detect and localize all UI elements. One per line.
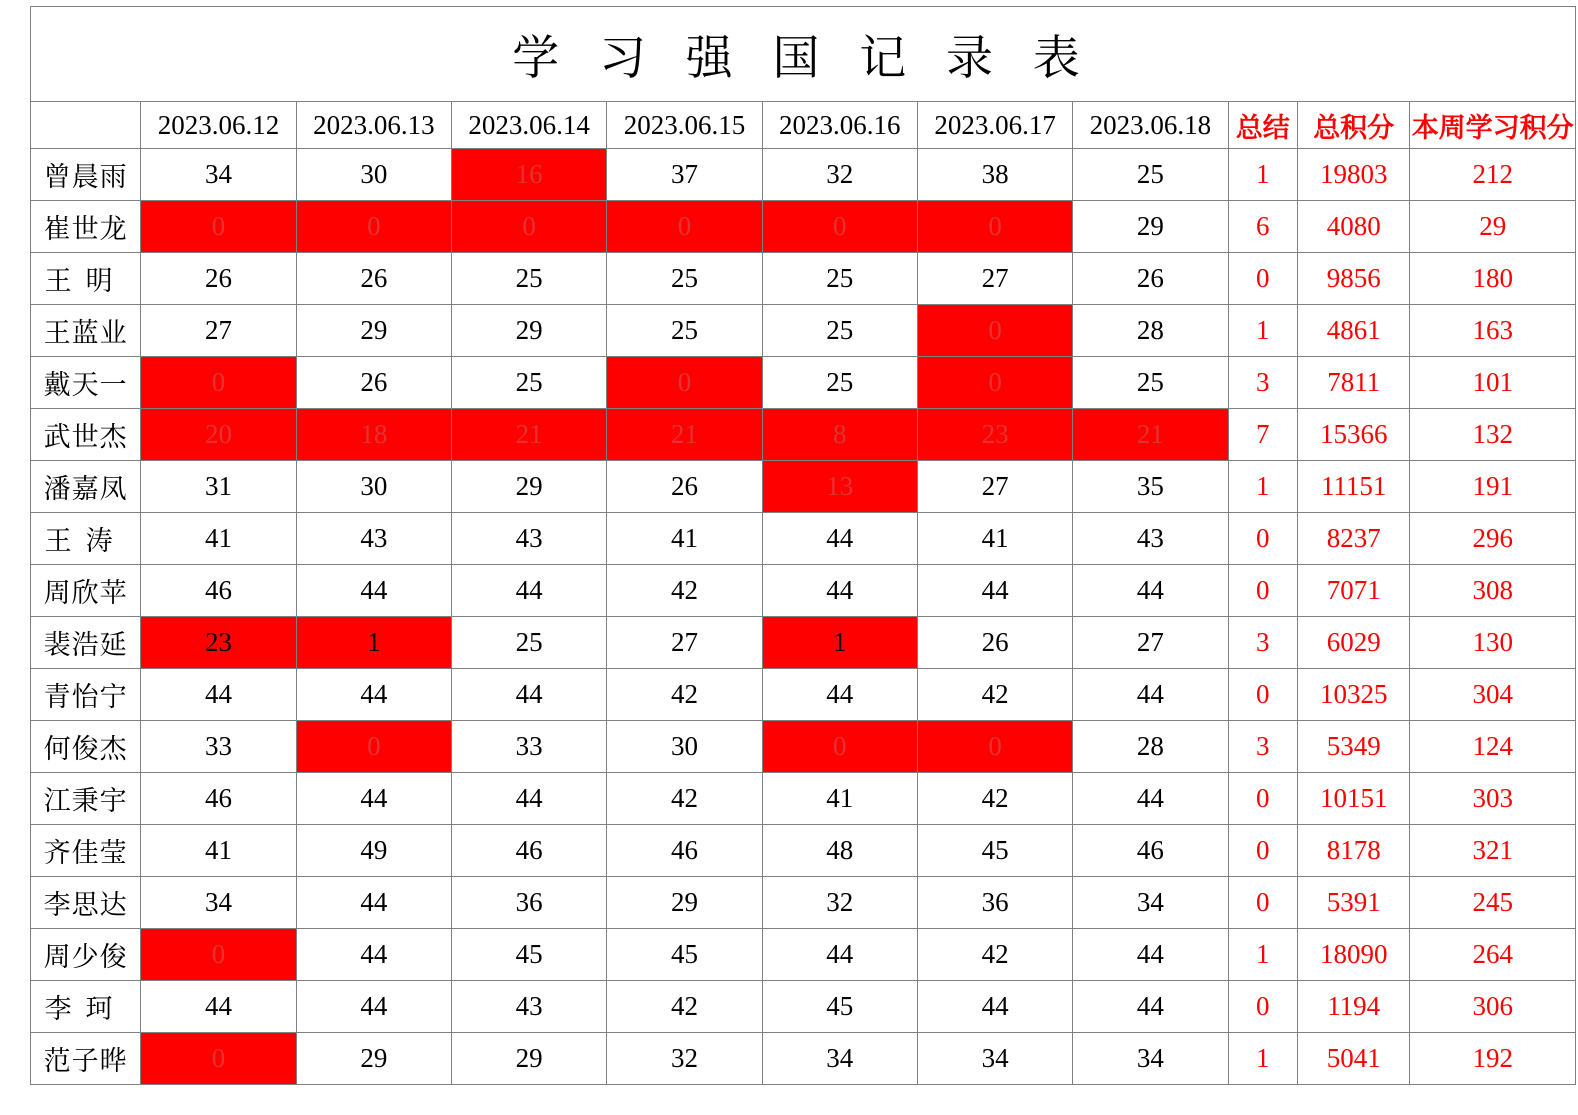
score-cell: 25: [762, 357, 917, 409]
score-cell: 0: [917, 721, 1072, 773]
score-cell: 41: [141, 825, 296, 877]
summary-cell: 0: [1228, 773, 1297, 825]
score-cell: 25: [762, 305, 917, 357]
score-cell: 26: [917, 617, 1072, 669]
summary-cell: 3: [1228, 357, 1297, 409]
score-cell: 29: [451, 1033, 606, 1085]
score-cell: 44: [451, 669, 606, 721]
score-cell: 26: [141, 253, 296, 305]
score-cell: 45: [607, 929, 762, 981]
score-cell: 44: [1073, 929, 1228, 981]
score-cell: 37: [607, 149, 762, 201]
total-points-cell: 8237: [1298, 513, 1410, 565]
score-cell: 44: [296, 981, 451, 1033]
total-points-cell: 9856: [1298, 253, 1410, 305]
student-name: 李思达: [31, 877, 141, 929]
score-cell: 26: [296, 253, 451, 305]
week-points-cell: 192: [1410, 1033, 1576, 1085]
score-cell: 38: [917, 149, 1072, 201]
score-cell: 0: [141, 1033, 296, 1085]
score-cell: 29: [296, 1033, 451, 1085]
score-cell: 27: [607, 617, 762, 669]
student-name: 戴天一: [31, 357, 141, 409]
score-cell: 46: [451, 825, 606, 877]
total-points-cell: 7811: [1298, 357, 1410, 409]
score-cell: 28: [1073, 721, 1228, 773]
score-cell: 44: [296, 929, 451, 981]
score-cell: 44: [296, 773, 451, 825]
score-cell: 23: [917, 409, 1072, 461]
summary-cell: 6: [1228, 201, 1297, 253]
score-cell: 25: [762, 253, 917, 305]
student-name: 裴浩延: [31, 617, 141, 669]
score-cell: 29: [451, 461, 606, 513]
header-total: 总积分: [1298, 102, 1410, 149]
total-points-cell: 5391: [1298, 877, 1410, 929]
score-cell: 45: [451, 929, 606, 981]
table-row: [31, 825, 1576, 877]
student-name: 武世杰: [31, 409, 141, 461]
table-row: [31, 981, 1576, 1033]
score-cell: 16: [451, 149, 606, 201]
score-cell: 34: [141, 877, 296, 929]
score-cell: 33: [451, 721, 606, 773]
score-cell: 35: [1073, 461, 1228, 513]
score-cell: 41: [762, 773, 917, 825]
score-cell: 45: [917, 825, 1072, 877]
score-cell: 44: [917, 565, 1072, 617]
score-cell: 44: [1073, 981, 1228, 1033]
score-cell: 44: [762, 513, 917, 565]
score-cell: 42: [607, 773, 762, 825]
score-cell: 0: [762, 201, 917, 253]
score-cell: 25: [607, 305, 762, 357]
score-cell: 27: [917, 253, 1072, 305]
summary-cell: 1: [1228, 461, 1297, 513]
page-title: 学 习 强 国 记 录 表: [31, 7, 1576, 102]
records-table: [30, 6, 1576, 1085]
score-cell: 25: [1073, 149, 1228, 201]
week-points-cell: 296: [1410, 513, 1576, 565]
score-cell: 0: [607, 201, 762, 253]
score-cell: 42: [917, 929, 1072, 981]
spreadsheet-page: [0, 6, 1578, 1115]
score-cell: 0: [141, 929, 296, 981]
table-row: [31, 201, 1576, 253]
score-cell: 44: [451, 565, 606, 617]
week-points-cell: 132: [1410, 409, 1576, 461]
score-cell: 0: [141, 357, 296, 409]
score-cell: 43: [1073, 513, 1228, 565]
table-row: [31, 773, 1576, 825]
score-cell: 8: [762, 409, 917, 461]
week-points-cell: 29: [1410, 201, 1576, 253]
table-row: [31, 253, 1576, 305]
summary-cell: 3: [1228, 617, 1297, 669]
score-cell: 36: [451, 877, 606, 929]
score-cell: 42: [607, 669, 762, 721]
score-cell: 32: [762, 149, 917, 201]
score-cell: 26: [296, 357, 451, 409]
header-day-2: 2023.06.13: [296, 102, 451, 149]
week-points-cell: 101: [1410, 357, 1576, 409]
score-cell: 33: [141, 721, 296, 773]
title-row: [31, 7, 1576, 102]
table-row: [31, 357, 1576, 409]
student-name: 曾晨雨: [31, 149, 141, 201]
score-cell: 27: [141, 305, 296, 357]
score-cell: 13: [762, 461, 917, 513]
score-cell: 29: [1073, 201, 1228, 253]
student-name: 周欣苹: [31, 565, 141, 617]
summary-cell: 1: [1228, 1033, 1297, 1085]
score-cell: 43: [296, 513, 451, 565]
table-row: [31, 305, 1576, 357]
score-cell: 44: [762, 565, 917, 617]
score-cell: 25: [451, 357, 606, 409]
score-cell: 44: [451, 773, 606, 825]
week-points-cell: 191: [1410, 461, 1576, 513]
score-cell: 0: [917, 305, 1072, 357]
week-points-cell: 264: [1410, 929, 1576, 981]
score-cell: 25: [1073, 357, 1228, 409]
summary-cell: 1: [1228, 305, 1297, 357]
score-cell: 44: [762, 669, 917, 721]
table-row: [31, 409, 1576, 461]
week-points-cell: 212: [1410, 149, 1576, 201]
student-name: 青怡宁: [31, 669, 141, 721]
score-cell: 42: [917, 773, 1072, 825]
score-cell: 42: [607, 981, 762, 1033]
score-cell: 30: [296, 461, 451, 513]
score-cell: 0: [296, 721, 451, 773]
student-name: 王蓝业: [31, 305, 141, 357]
score-cell: 21: [607, 409, 762, 461]
score-cell: 26: [607, 461, 762, 513]
header-summary: 总结: [1228, 102, 1297, 149]
score-cell: 21: [1073, 409, 1228, 461]
table-row: [31, 721, 1576, 773]
score-cell: 49: [296, 825, 451, 877]
score-cell: 44: [296, 669, 451, 721]
summary-cell: 0: [1228, 825, 1297, 877]
summary-cell: 0: [1228, 981, 1297, 1033]
total-points-cell: 5041: [1298, 1033, 1410, 1085]
score-cell: 27: [917, 461, 1072, 513]
total-points-cell: 4861: [1298, 305, 1410, 357]
header-day-3: 2023.06.14: [451, 102, 606, 149]
score-cell: 44: [141, 981, 296, 1033]
week-points-cell: 308: [1410, 565, 1576, 617]
total-points-cell: 10325: [1298, 669, 1410, 721]
table-row: [31, 513, 1576, 565]
total-points-cell: 7071: [1298, 565, 1410, 617]
total-points-cell: 10151: [1298, 773, 1410, 825]
score-cell: 31: [141, 461, 296, 513]
student-name: 齐佳莹: [31, 825, 141, 877]
week-points-cell: 124: [1410, 721, 1576, 773]
summary-cell: 0: [1228, 669, 1297, 721]
score-cell: 30: [607, 721, 762, 773]
score-cell: 44: [762, 929, 917, 981]
score-cell: 44: [917, 981, 1072, 1033]
score-cell: 0: [141, 201, 296, 253]
total-points-cell: 19803: [1298, 149, 1410, 201]
table-row: [31, 1033, 1576, 1085]
header-day-1: 2023.06.12: [141, 102, 296, 149]
table-row: [31, 877, 1576, 929]
header-name: [31, 102, 141, 149]
table-row: [31, 149, 1576, 201]
score-cell: 18: [296, 409, 451, 461]
header-day-5: 2023.06.16: [762, 102, 917, 149]
score-cell: 30: [296, 149, 451, 201]
week-points-cell: 245: [1410, 877, 1576, 929]
total-points-cell: 4080: [1298, 201, 1410, 253]
week-points-cell: 303: [1410, 773, 1576, 825]
score-cell: 21: [451, 409, 606, 461]
score-cell: 0: [762, 721, 917, 773]
score-cell: 27: [1073, 617, 1228, 669]
score-cell: 41: [917, 513, 1072, 565]
score-cell: 0: [296, 201, 451, 253]
score-cell: 0: [917, 201, 1072, 253]
score-cell: 29: [296, 305, 451, 357]
score-cell: 25: [451, 617, 606, 669]
score-cell: 44: [1073, 669, 1228, 721]
score-cell: 44: [296, 565, 451, 617]
summary-cell: 1: [1228, 149, 1297, 201]
student-name: 李珂: [31, 981, 141, 1033]
score-cell: 44: [1073, 773, 1228, 825]
score-cell: 44: [296, 877, 451, 929]
summary-cell: 7: [1228, 409, 1297, 461]
total-points-cell: 1194: [1298, 981, 1410, 1033]
table-row: [31, 929, 1576, 981]
score-cell: 42: [607, 565, 762, 617]
student-name: 何俊杰: [31, 721, 141, 773]
summary-cell: 0: [1228, 565, 1297, 617]
score-cell: 25: [451, 253, 606, 305]
score-cell: 46: [141, 773, 296, 825]
score-cell: 0: [607, 357, 762, 409]
table-row: [31, 461, 1576, 513]
total-points-cell: 8178: [1298, 825, 1410, 877]
score-cell: 34: [762, 1033, 917, 1085]
week-points-cell: 180: [1410, 253, 1576, 305]
total-points-cell: 6029: [1298, 617, 1410, 669]
header-day-4: 2023.06.15: [607, 102, 762, 149]
total-points-cell: 5349: [1298, 721, 1410, 773]
score-cell: 46: [141, 565, 296, 617]
score-cell: 46: [1073, 825, 1228, 877]
score-cell: 29: [451, 305, 606, 357]
score-cell: 28: [1073, 305, 1228, 357]
student-name: 潘嘉凤: [31, 461, 141, 513]
header-day-7: 2023.06.18: [1073, 102, 1228, 149]
week-points-cell: 321: [1410, 825, 1576, 877]
summary-cell: 0: [1228, 253, 1297, 305]
score-cell: 23: [141, 617, 296, 669]
summary-cell: 0: [1228, 877, 1297, 929]
score-cell: 32: [762, 877, 917, 929]
student-name: 江秉宇: [31, 773, 141, 825]
student-name: 范子晔: [31, 1033, 141, 1085]
table-row: [31, 617, 1576, 669]
header-row: [31, 102, 1576, 149]
score-cell: 1: [296, 617, 451, 669]
score-cell: 34: [1073, 1033, 1228, 1085]
total-points-cell: 18090: [1298, 929, 1410, 981]
score-cell: 36: [917, 877, 1072, 929]
score-cell: 34: [917, 1033, 1072, 1085]
score-cell: 20: [141, 409, 296, 461]
student-name: 周少俊: [31, 929, 141, 981]
score-cell: 41: [141, 513, 296, 565]
score-cell: 0: [451, 201, 606, 253]
score-cell: 44: [141, 669, 296, 721]
score-cell: 48: [762, 825, 917, 877]
week-points-cell: 163: [1410, 305, 1576, 357]
score-cell: 34: [141, 149, 296, 201]
score-cell: 43: [451, 981, 606, 1033]
week-points-cell: 130: [1410, 617, 1576, 669]
student-name: 王涛: [31, 513, 141, 565]
score-cell: 45: [762, 981, 917, 1033]
table-row: [31, 669, 1576, 721]
score-cell: 29: [607, 877, 762, 929]
total-points-cell: 11151: [1298, 461, 1410, 513]
total-points-cell: 15366: [1298, 409, 1410, 461]
score-cell: 32: [607, 1033, 762, 1085]
summary-cell: 0: [1228, 513, 1297, 565]
student-name: 王明: [31, 253, 141, 305]
score-cell: 1: [762, 617, 917, 669]
student-name: 崔世龙: [31, 201, 141, 253]
week-points-cell: 306: [1410, 981, 1576, 1033]
score-cell: 43: [451, 513, 606, 565]
table-row: [31, 565, 1576, 617]
score-cell: 34: [1073, 877, 1228, 929]
week-points-cell: 304: [1410, 669, 1576, 721]
summary-cell: 1: [1228, 929, 1297, 981]
header-day-6: 2023.06.17: [917, 102, 1072, 149]
score-cell: 0: [917, 357, 1072, 409]
score-cell: 26: [1073, 253, 1228, 305]
score-cell: 42: [917, 669, 1072, 721]
score-cell: 44: [1073, 565, 1228, 617]
header-week: 本周学习积分: [1410, 102, 1576, 149]
score-cell: 41: [607, 513, 762, 565]
summary-cell: 3: [1228, 721, 1297, 773]
score-cell: 46: [607, 825, 762, 877]
score-cell: 25: [607, 253, 762, 305]
